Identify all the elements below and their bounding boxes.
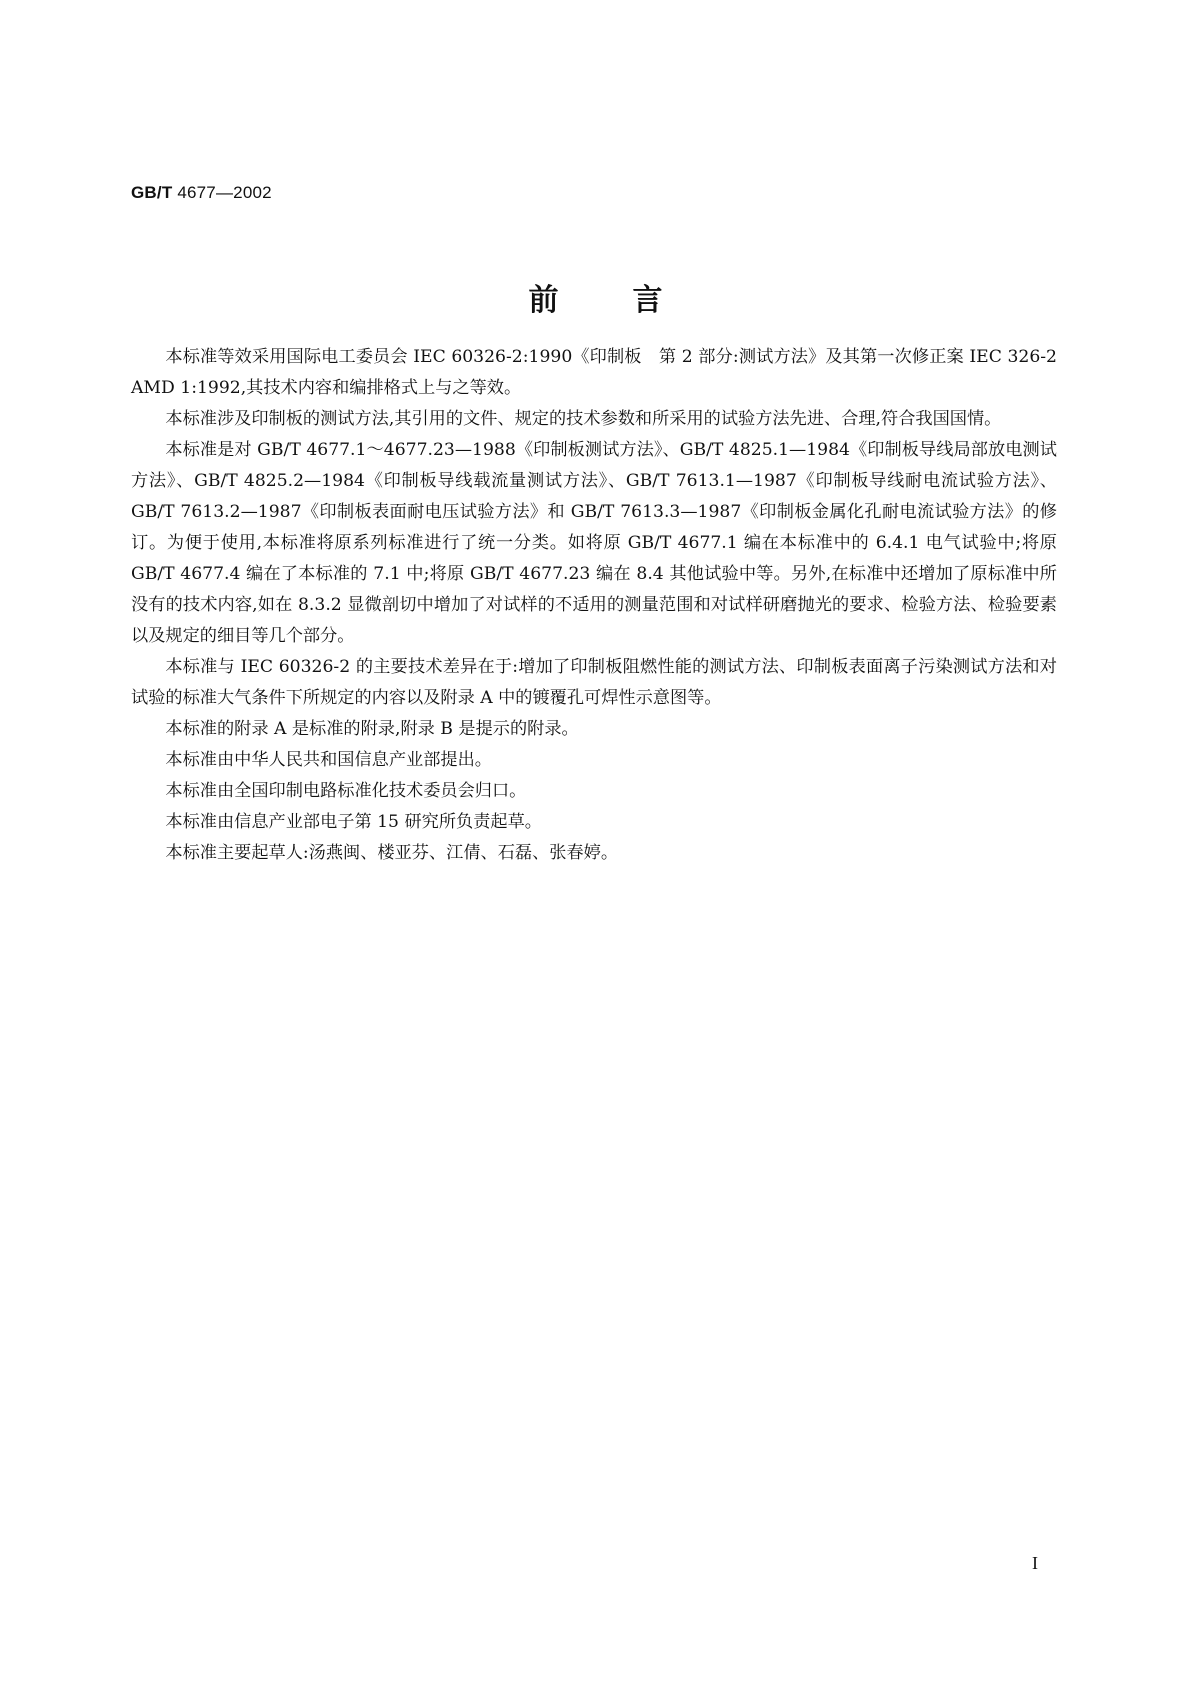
paragraph-adoption: 本标准等效采用国际电工委员会 IEC 60326-2:1990《印制板 第 2 部分:测试方法》及其第一次修正案 IEC 326-2 AMD 1:1992,其技术内容和编排格式上与之等效。 [131,347,1057,398]
page-number: I [1032,1553,1038,1573]
paragraph-scope: 本标准涉及印制板的测试方法,其引用的文件、规定的技术参数和所采用的试验方法先进、合理,符合我国国情。 [165,409,1002,429]
foreword-body [131,342,1057,869]
paragraph-annexes: 本标准的附录 A 是标准的附录,附录 B 是提示的附录。 [165,719,579,739]
paragraph-differences: 本标准与 IEC 60326-2 的主要技术差异在于:增加了印制板阻燃性能的测试方法、印制板表面离子污染测试方法和对试验的标准大气条件下所规定的内容以及附录 A 中的镀覆孔可焊性示意图等。 [131,657,1057,708]
document-code-number: 4677—2002 [172,183,272,202]
page-title: 前言 [528,283,737,318]
paragraph-centralized-by: 本标准由全国印制电路标准化技术委员会归口。 [165,781,527,801]
paragraph-proposed-by: 本标准由中华人民共和国信息产业部提出。 [165,750,492,770]
document-code [131,183,272,203]
paragraph-revision: 本标准是对 GB/T 4677.1～4677.23—1988《印制板测试方法》、GB/T 4825.1—1984《印制板导线局部放电测试方法》、GB/T 4825.2—1984《印制板导线载流量测试方法》、GB/T 7613.1—1987《印制板导线耐电流试验方法》、GB/T 7613.2—1987《印制板表面耐电压试验方法》和 GB/T 7613.3—1987《印制板金属化孔耐电流试验方法》的修订。为便于使用,本标准将原系列标准进行了统一分类。如将原 GB/T 4677.1 编在本标准中的 6.4.1 电气试验中;将原 GB/T 4677.4 编在了本标准的 7.1 中;将原 GB/T 4677.23 编在 8.4 其他试验中等。另外,在标准中还增加了原标准中所没有的技术内容,如在 8.3.2 显微剖切中增加了对试样的不适用的测量范围和对试样研磨抛光的要求、检验方法、检验要素以及规定的细目等几个部分。 [131,440,1057,646]
document-code-prefix: GB/T [131,183,173,202]
paragraph-drafted-by: 本标准由信息产业部电子第 15 研究所负责起草。 [165,812,542,832]
paragraph-drafters: 本标准主要起草人:汤燕闽、楼亚芬、江倩、石磊、张春婷。 [165,843,619,863]
